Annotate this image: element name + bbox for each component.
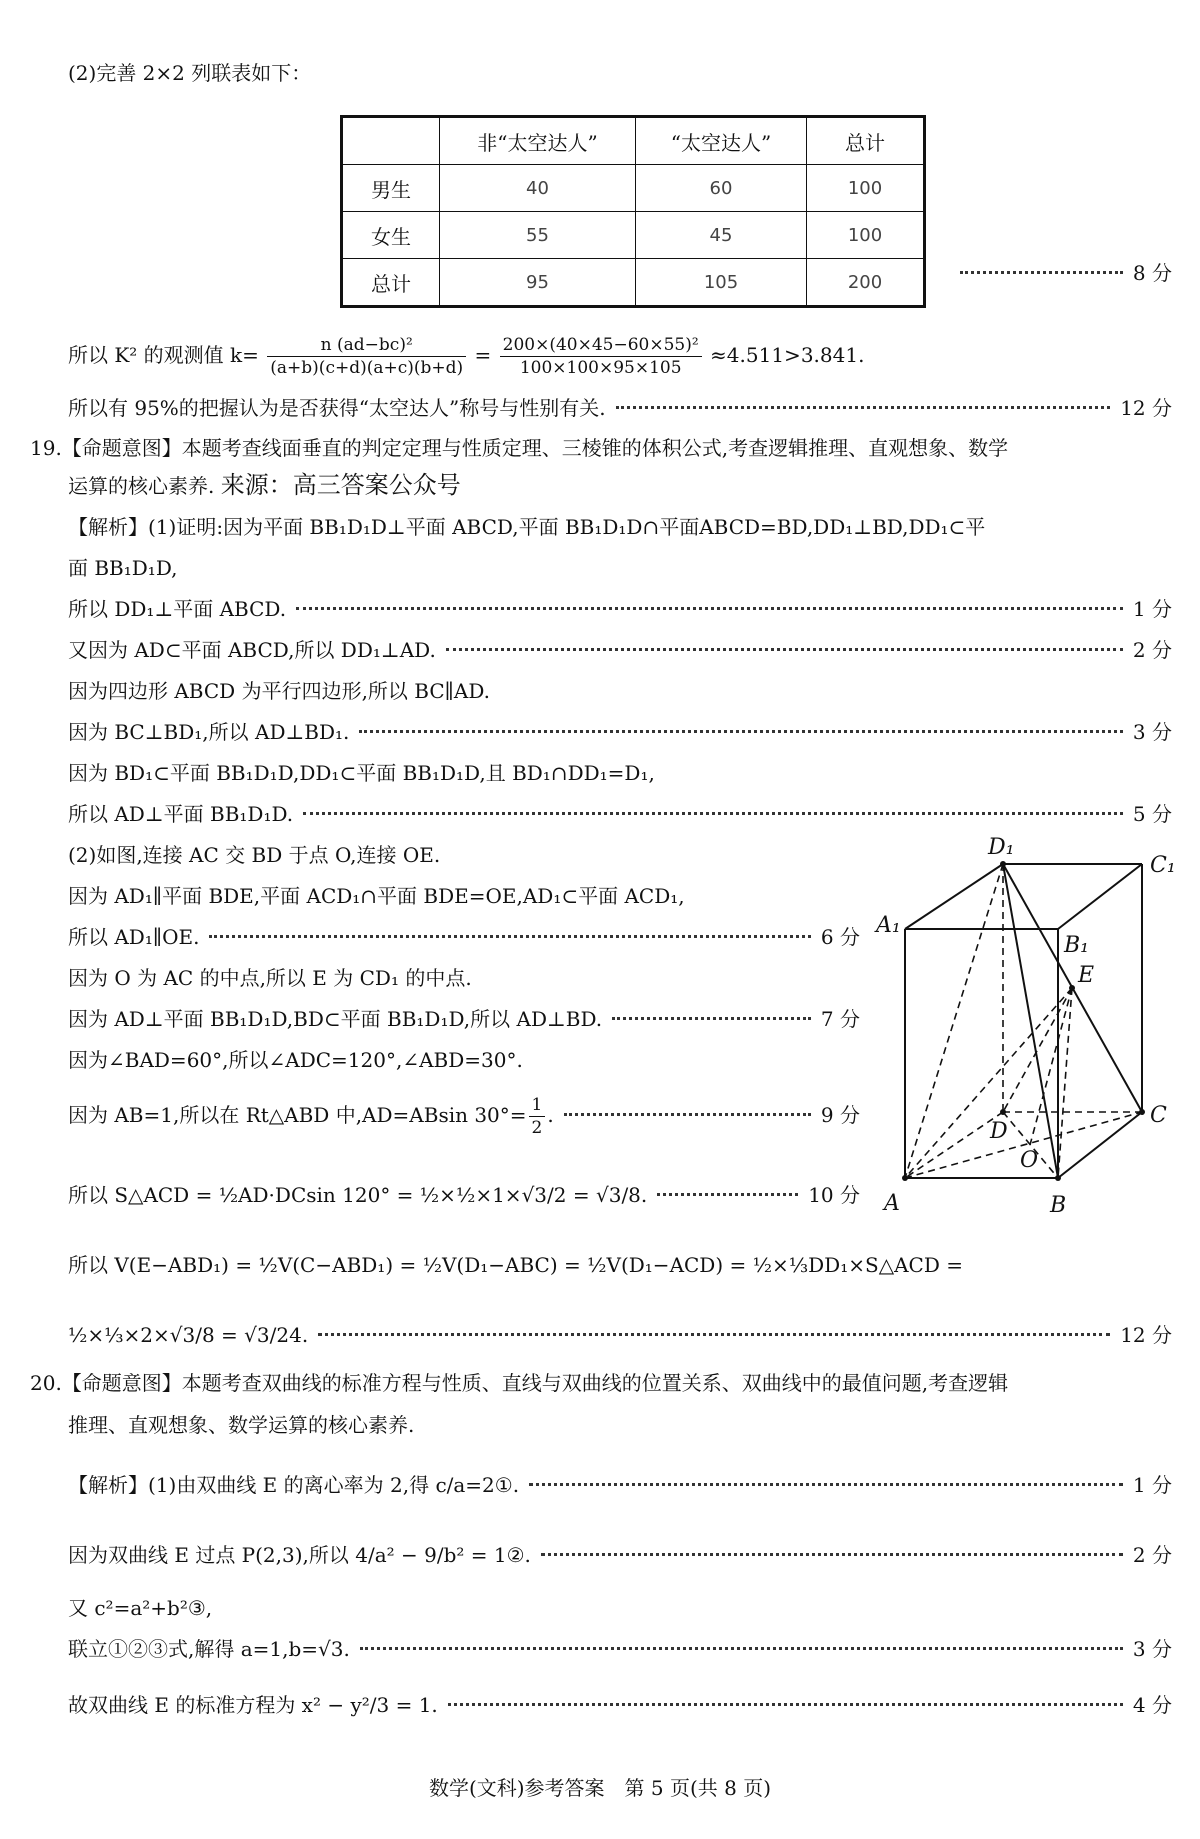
q19-part2: 因为 O 为 AC 的中点,所以 E 为 CD₁ 的中点. [68, 966, 472, 990]
label-D1: D₁ [988, 835, 1015, 860]
table-cell: 100 [807, 212, 925, 259]
q19-part2: (2)如图,连接 AC 交 BD 于点 O,连接 OE. [68, 843, 441, 867]
table-cell: 45 [636, 212, 807, 259]
fraction [529, 1094, 546, 1139]
q19-part2: 因为∠BAD=60°,所以∠ADC=120°,∠ABD=30°. [68, 1048, 523, 1072]
score: 10 分 [808, 1183, 860, 1207]
label-D: D [990, 1119, 1008, 1144]
q19-step [68, 799, 1172, 829]
label-B1: B₁ [1064, 933, 1089, 958]
table-cell: 40 [440, 165, 636, 212]
k2-prefix: 所以 K² 的观测值 k= [68, 343, 259, 367]
q19-part2 [68, 1004, 860, 1034]
step-text: 因为 AD⊥平面 BB₁D₁D,BD⊂平面 BB₁D₁D,所以 AD⊥BD. [68, 1007, 603, 1031]
page-footer: 数学(文科)参考答案 第 5 页(共 8 页) [428, 1776, 772, 1800]
step-text: 故双曲线 E 的标准方程为 x² − y²/3 = 1. [68, 1693, 438, 1717]
score: 4 分 [1132, 1693, 1172, 1717]
step-text: 又因为 AD⊂平面 ABCD,所以 DD₁⊥AD. [68, 638, 436, 662]
score: 9 分 [820, 1103, 860, 1127]
q20-intent-line2: 推理、直观想象、数学运算的核心素养. [68, 1413, 415, 1437]
table-cell: 105 [636, 259, 807, 307]
score: 7 分 [820, 1007, 860, 1031]
table-header-row [342, 117, 925, 165]
p2-intro: (2)完善 2×2 列联表如下： [68, 61, 312, 85]
score: 2 分 [1132, 638, 1172, 662]
table-cell: 60 [636, 165, 807, 212]
contingency-table [340, 115, 926, 308]
source-watermark-text: 来源：高三答案公众号 [220, 471, 461, 499]
denominator: 100×100×95×105 [519, 358, 682, 378]
step-text: ½×⅓×2×√3/8 = √3/24. [68, 1323, 309, 1347]
score: 3 分 [1132, 720, 1172, 744]
conclusion-line [68, 393, 1172, 423]
ad-line [68, 1090, 860, 1140]
step-text: 所以 AD⊥平面 BB₁D₁D. [68, 802, 294, 826]
fraction [500, 334, 702, 379]
v-line: 所以 V(E−ABD₁) = ½V(C−ABD₁) = ½V(D₁−ABC) = ½V(D₁−ACD) = ½×⅓DD₁×S△ACD = [68, 1253, 963, 1277]
table-cell: 女生 [342, 212, 440, 259]
q19-jiexi-line1: 【解析】(1)证明:因为平面 BB₁D₁D⊥平面 ABCD,平面 BB₁D₁D∩平面ABCD=BD,DD₁⊥BD,DD₁⊂平 [68, 515, 986, 539]
table-cell: 总计 [342, 259, 440, 307]
step-text [68, 1090, 554, 1140]
leader-dots [296, 607, 1123, 610]
score: 8 分 [1132, 261, 1172, 285]
leader-dots [446, 648, 1123, 651]
q19-step: 因为 BD₁⊂平面 BB₁D₁D,DD₁⊂平面 BB₁D₁D,且 BD₁∩DD₁=D₁, [68, 761, 655, 785]
leader-dots [359, 730, 1123, 733]
leader-dots [529, 1483, 1123, 1486]
leader-dots [960, 271, 1123, 274]
table-row [342, 165, 925, 212]
table-cell: 95 [440, 259, 636, 307]
denominator: (a+b)(c+d)(a+c)(b+d) [270, 358, 464, 378]
label-C1: C₁ [1150, 853, 1176, 878]
q20-step [68, 1460, 1172, 1510]
q20-step [68, 1680, 1172, 1730]
numerator: n (ad−bc)² [267, 334, 466, 357]
s-line [68, 1170, 860, 1220]
score: 3 分 [1132, 1637, 1172, 1661]
numerator: 200×(40×45−60×55)² [500, 334, 702, 357]
ad-suffix: . [547, 1103, 554, 1127]
q19-step [68, 717, 1172, 747]
prism-figure [876, 832, 1190, 1222]
q19-step [68, 594, 1172, 624]
leader-dots [360, 1647, 1123, 1650]
k2-formula: 所以 K² 的观测值 k= $\frac{\text{n (ad−bc)²}}{(a+b)(c+d)(a+c)(b+d)}$ = $\frac{\text{200×(40×45−60×55)²}}{100\times 100\times 95\times 105}$ ≈4.511>3.841. [68, 335, 865, 378]
q19-part2 [68, 922, 860, 952]
table-cell: 55 [440, 212, 636, 259]
q19-jiexi-line2: 面 BB₁D₁D, [68, 556, 178, 580]
table-cell: 总计 [807, 117, 925, 165]
q20-step [68, 1530, 1172, 1580]
table-cell: “太空达人” [636, 117, 807, 165]
q20-step [68, 1634, 1172, 1664]
label-A: A [884, 1191, 900, 1216]
leader-dots [564, 1113, 811, 1116]
label-A1: A₁ [876, 913, 901, 938]
conclusion-text: 所以有 95%的把握认为是否获得“太空达人”称号与性别有关. [68, 396, 606, 420]
step-text: 所以 S△ACD = ½AD·DCsin 120° = ½×½×1×√3/2 = √3/8. [68, 1183, 648, 1207]
ad-prefix: 因为 AB=1,所以在 Rt△ABD 中,AD=ABsin 30°= [68, 1103, 527, 1127]
label-O: O [1020, 1148, 1039, 1173]
fraction [267, 334, 466, 379]
step-text: 所以 AD₁∥OE. [68, 925, 200, 949]
table-score-line [950, 258, 1172, 288]
q19-intent-line2 [68, 470, 1172, 501]
v-result-line [68, 1310, 1172, 1360]
leader-dots [612, 1017, 811, 1020]
score: 12 分 [1120, 1323, 1172, 1347]
q19-intent-line1: 19.【命题意图】本题考查线面垂直的判定定理与性质定理、三棱锥的体积公式,考查逻辑推理、直观想象、数学 [30, 436, 1009, 460]
label-E: E [1078, 963, 1095, 988]
leader-dots [318, 1333, 1110, 1336]
q20-step: 又 c²=a²+b²③, [68, 1596, 213, 1620]
score: 6 分 [820, 925, 860, 949]
table-cell: 男生 [342, 165, 440, 212]
leader-dots [303, 812, 1123, 815]
table-cell: 非“太空达人” [440, 117, 636, 165]
q19-part2: 因为 AD₁∥平面 BDE,平面 ACD₁∩平面 BDE=OE,AD₁⊂平面 ACD₁, [68, 884, 685, 908]
table-row [342, 259, 925, 307]
q19-step [68, 635, 1172, 665]
intent-text: 运算的核心素养. [68, 474, 215, 498]
q19-step: 因为四边形 ABCD 为平行四边形,所以 BC∥AD. [68, 679, 491, 703]
table-cell [342, 117, 440, 165]
step-text: 因为 BC⊥BD₁,所以 AD⊥BD₁. [68, 720, 350, 744]
leader-dots [657, 1193, 798, 1196]
q20-intent-line1: 20.【命题意图】本题考查双曲线的标准方程与性质、直线与双曲线的位置关系、双曲线中的最值问题,考查逻辑 [30, 1371, 1009, 1395]
step-text: 联立①②③式,解得 a=1,b=√3. [68, 1637, 350, 1661]
step-text: 因为双曲线 E 过点 P(2,3),所以 4/a² − 9/b² = 1②. [68, 1543, 531, 1567]
score: 12 分 [1120, 396, 1172, 420]
k2-suffix: ≈4.511>3.841. [710, 343, 865, 367]
leader-dots [616, 406, 1111, 409]
step-text: 【解析】(1)由双曲线 E 的离心率为 2,得 c/a=2①. [68, 1473, 520, 1497]
leader-dots [541, 1553, 1123, 1556]
score: 1 分 [1132, 597, 1172, 621]
label-C: C [1150, 1103, 1167, 1128]
label-B: B [1050, 1193, 1067, 1218]
leader-dots [209, 935, 810, 938]
score: 2 分 [1132, 1543, 1172, 1567]
score: 5 分 [1132, 802, 1172, 826]
table-row [342, 212, 925, 259]
step-text: 所以 DD₁⊥平面 ABCD. [68, 597, 287, 621]
numerator: 1 [529, 1094, 546, 1117]
table-cell: 200 [807, 259, 925, 307]
table-cell: 100 [807, 165, 925, 212]
leader-dots [448, 1703, 1123, 1706]
denominator: 2 [531, 1118, 543, 1138]
score: 1 分 [1132, 1473, 1172, 1497]
